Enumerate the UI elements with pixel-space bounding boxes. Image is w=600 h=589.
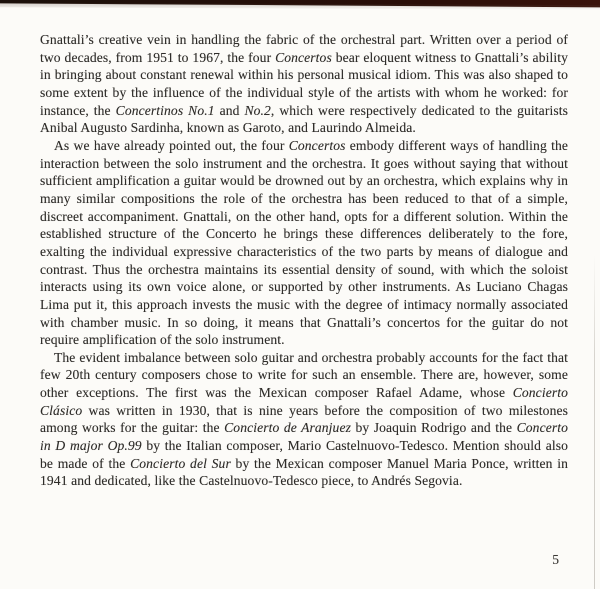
text-run: by Joaquin Rodrigo and the [350,420,517,436]
text-run: by the Mexican composer Manuel Maria Ponce, written in 1941 and dedicated, like the Castelnuovo-Tedesco piece, to Andrés Segovia. [40,455,569,489]
scan-right-crease [594,255,595,589]
text-run: by the Italian composer, Mario Castelnuovo-Tedesco. Mention should also be made of the [40,438,568,471]
italic-text-run: No.2 [244,102,271,118]
text-run: The evident imbalance between solo guitar and orchestra probably accounts for the fact that few 20th century composers chose to write for such an ensemble. There are, however, some other exceptions. The first was the Mexican composer Rafael Adame, whose [40,349,568,401]
paragraph [40,31,568,137]
italic-text-run: Concertos [288,137,346,153]
italic-text-run: Concertos [275,49,332,65]
paragraph [40,137,568,349]
italic-text-run: Concerto in D major Op.99 [40,420,569,454]
text-run: embody different ways of handling the interaction between the solo instrument and the orchestra. It goes without saying that without sufficient amplification a guitar would be drowned out by an orchestra, which explains why in many similar compositions the role of the orchestra has been reduced to that of a simple, discreet accompaniment. Gnattali, on the other hand, opts for a different solution. Within the established structure of the Concerto he brings these differences deliberately to the fore, exalting the individual expressive characteristics of the two parts by means of dialogue and contrast. Thus the orchestra maintains its essential density of sound, with which the soloist interacts using its own voice alone, or supported by other instruments. As Luciano Chagas Lima put it, this approach invests the music with the degree of intimacy normally associated with chamber music. In so doing, it means that Gnattali’s concertos for the guitar do not require amplification of the solo instrument. [40,137,568,348]
italic-text-run: Concierto del Sur [130,455,231,471]
italic-text-run: Concertinos No.1 [115,102,215,118]
paragraph [40,349,568,490]
text-run: Gnattali’s creative vein in handling the fabric of the orchestral part. Written over a period of two decades, from 1951 to 1967, the four [40,32,568,65]
italic-text-run: Concierto Clásico [40,385,568,418]
text-run: bear eloquent witness to Gnattali’s ability in bringing about constant renewal within his personal musical idiom. This was also shaped to some extent by the influence of the individual style of the artists with whom he worked: for instance, the [40,49,568,118]
text-run: As we have already pointed out, the four [54,137,289,153]
text-run: and [214,102,245,118]
text-run: was written in 1930, that is nine years before the composition of two milestones among works for the guitar: the [40,402,568,436]
body-text [40,31,568,490]
page-number: 5 [552,552,559,567]
italic-text-run: Concierto de Aranjuez [224,420,351,436]
text-run: , which were respectively dedicated to the guitarists Anibal Augusto Sardinha, known as Garoto, and Laurindo Almeida. [40,102,568,136]
